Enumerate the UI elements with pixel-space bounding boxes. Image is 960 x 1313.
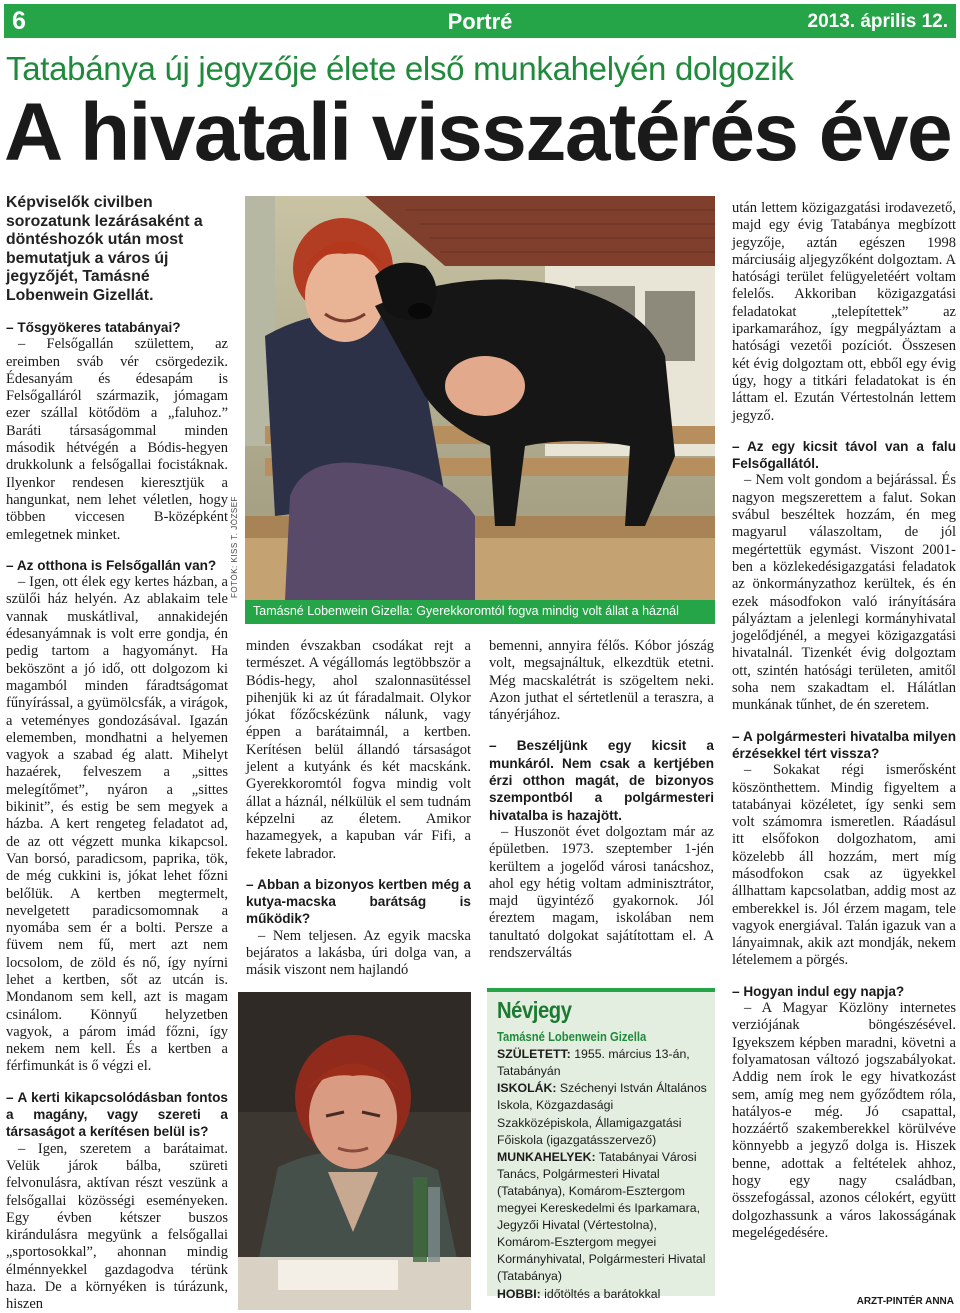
question-7: – A polgármesteri hivatalba milyen érzésekkel tért vissza? — [732, 728, 956, 761]
answer-8: – A Magyar Közlöny internetes verziójának böngészésével. Igyekszem képben maradni, követni a folyamatosan változó jogszabályokat. Addig nem írok le egy hivatkozást sem, amíg meg nem győződtem róla, hatályos-e még. Jó csapattal, hozzáértő szakemberekkel körülvéve könnyebb a jegyző dolga is. Hiszek benne, adottak a feltételek ahhoz, hogy egy nagy családban, összefogással, azonos célokért, együtt dolgozhassunk a város lakosságának megelégedésére. — [732, 1000, 956, 1241]
article-kicker: Tatabánya új jegyzője élete első munkahelyén dolgozik — [6, 50, 794, 87]
question-1: – Tősgyökeres tatabányai? — [6, 320, 181, 335]
article-headline: A hivatali visszatérés éve — [4, 87, 952, 178]
question-8: – Hogyan indul egy napja? — [732, 983, 905, 999]
portrait-with-dog-image — [245, 196, 715, 600]
answer-5: – Huszonöt évet dolgoztam már az épületben. 1973. szeptember 1-jén kerültem a jogelőd városi tanácshoz, ahol egy hétig voltam adminisztrátor, majd ügyintéző gyakornok. Jól éreztem magam, iskolában nem tanultató dolgokat sajátítottam el. A rendszerváltás — [489, 823, 714, 962]
article-lead: Képviselők civilben sorozatunk lezárásaként a döntéshozók után most bemutatjuk a város új jegyzőjét, Tamásné Lobenwein Gizellát. — [6, 194, 203, 304]
question-4: – Abban a bizonyos kertben még a kutya-macska barátság is működik? — [246, 876, 471, 927]
question-5: – Beszéljünk egy kicsit a munkáról. Nem csak a kertjében érzi otthon magát, de bizonyos szempontból a polgármesteri hivatalba is hazajött. — [489, 738, 714, 823]
question-2: – Az otthona is Felsőgallán van? — [6, 557, 217, 573]
section-title: Portré — [447, 9, 513, 34]
jobs-value: Tatabányai Városi Tanács, Polgármesteri Hivatal (Tatabánya), Komárom-Esztergom megyei Kereskedelmi és Iparkamara, Jegyzői Hivatal (Vértestolna), Komárom-Esztergom megyei Kormányhivatal, Polgármesteri Hivatal (Tatabánya) — [497, 1149, 706, 1284]
question-6: – Az egy kicsit távol van a falu Felsőgallától. — [732, 438, 956, 472]
answer-3: – Igen, szeretem a barátaimat. Velük járok bálba, szüreti felvonulásra, aktívan részt veszünk a felsőgallai közösségi eseményeken. Egy évben kétszer buszos kirándulásra megyünk a felsőgallai „sportosokkal”, ahonnan mindig élménnyekkel gazdagodva térünk haza. De a környéken is túrázunk, hiszen — [6, 1140, 228, 1313]
portrait-at-desk-photo — [238, 992, 471, 1310]
schools-label: ISKOLÁK: — [497, 1081, 557, 1096]
answer-5-continued: után lettem közigazgatási irodavezető, majd egy évig Tatabánya megbízott jegyzője, aztán egészen 1998 márciusáig aljegyzőként dolgoztam. A hatósági terület felügyeletéért voltam felelős. Akkoriban közigazgatási feladatokat „telepítettek” az iparkamarához, így megpályáztam a hatósági vezetői pozíciót. Összesen két évig dolgoztam ott, ebből egy évig úgy, hogy a titkári feladatokat is én láttam el. Ezután Vértestolnán lettem jegyző. — [732, 200, 956, 424]
answer-4: – Nem teljesen. Az egyik macska bejáratos a lakásba, úri dolga van, a másik viszont nem hajlandó — [246, 927, 471, 979]
portrait-at-desk-image — [238, 992, 471, 1310]
jobs-label: MUNKAHELYEK: — [497, 1149, 596, 1164]
column-2 — [246, 638, 471, 980]
business-card-name: Tamásné Lobenwein Gizella — [497, 1030, 647, 1045]
schools-entry — [497, 1080, 707, 1148]
business-card-title: Névjegy — [497, 997, 572, 1023]
jobs-entry — [497, 1149, 707, 1286]
business-card-box — [487, 988, 715, 1301]
column-4 — [732, 200, 956, 1242]
photo-credit: FOTÓK: KISS T. JÓZSEF — [230, 496, 239, 598]
answer-4-continued: bemenni, annyira félős. Kóbor jószág volt, megsajnáltuk, elkezdtük etetni. Még macskalétrát is szögeltem neki. Azon juthat el sértetlenül a teraszra, a tányérjához. — [489, 638, 714, 724]
page-number: 6 — [12, 7, 26, 35]
author-signature: ARZT-PINTÉR ANNA — [856, 1296, 954, 1307]
portrait-with-dog-photo — [245, 196, 715, 600]
born-entry — [497, 1046, 707, 1080]
photo-caption: Tamásné Lobenwein Gizella: Gyerekkoromtól fogva mindig volt állat a háznál — [245, 600, 715, 624]
hobby-value: időtöltés a barátokkal — [540, 1286, 661, 1301]
answer-7: – Sokakat régi ismerősként köszönthettem. Mindig figyeltem a tatabányai közéletet, így senki sem volt számomra ismeretlen. Ráadásul itt elsőfokon dolgozhatom, ami közelebb áll hozzám, mert míg másodfokon csak az ügyekkel állhattam kapcsolatban, addig most az emberekkel is. Jól érzem magam, tele vagyok energiával. Talán igazuk van a lányaimnak, akik azt mondják, nekem lételemem a pörgés. — [732, 762, 956, 969]
schools-value: Széchenyi István Általános Iskola, Közgazdasági Szakközépiskola, Államigazgatási Főiskola (igazgatásszervező) — [497, 1081, 707, 1147]
answer-6: – Nem volt gondom a bejárással. És nagyon megszerettem a falut. Sokan svábul beszéltek hozzám, én meg magyarul válaszoltam, de jól megértettük egymást. Viszont 2001-ben a közlekedésigazgatási feladatok az önkormányzathoz kerültek, és én ezek másodfokon való irányítására pályáztam a jelenlegi kormányhivatal jogelődjénél, a megyei közigazgatási hivatalnál. Tizenkét évig dolgoztam ott, szintén hatósági területen, amitől soha nem szakadtam el. Hálátlan munkának tűnhet, de én szeretem. — [732, 472, 956, 714]
answer-1: – Felsőgallán születtem, az ereimben sváb vér csörgedezik. Édesanyám és édesapám is Felsőgalláról származik, jómagam ezer szállal kötődöm a „faluhoz.” Baráti társaságommal minden második hétvégén a Bódis-hegyen drukkolunk a felsőgallai focistáknak. Ilyenkor rendesen kieresztjük a hangunkat, nem lehet véletlen, hogy többen viccesen B-középként emlegetnek minket. — [6, 336, 228, 543]
answer-3-continued: minden évszakban csodákat rejt a természet. A végállomás legtöbbször a Bódis-hegy, ahol szalonnasütéssel pihenjük ki az út fáradalmait. Olykor jókat főzőcskézünk nálunk, vagy éppen a barátaimnál, a kertben. Kerítésen belül állandó társaságot jelent a kutyánk és két macskánk. Gyerekkoromtól fogva mindig volt állat a háznál, nélkülük el sem tudnám képzelni az életem. Amikor hazamegyek, a kapuban vár Fifi, a fekete labrador. — [246, 638, 471, 862]
answer-2: – Igen, ott élek egy kertes házban, a szülői ház helyén. Az ablakaim tele vannak muskátlival, annakidején édesanyámnak is volt erre gondja, én pedig tartom a hagyományt. Ha beköszönt a jó idő, ott dolgozom ki magamból minden fáradtságomat fűnyírással, a gyümölcsfák, a virágok, a veteményes gondozásával. Igazán elememben, mondhatni a helyemen vagyok a szabad ég alatt. Mihelyt hazaérek, felveszem a „sittes melegítőmet”, nyáron a „sittes bikinit”, és estig be sem megyek a házba. A kert rengeteg feladatot ad, de az ott végzett munka kikapcsol. Van borsó, paradicsom, paprika, tök, de még cukkini is, jókat lehet főzni belőlük. A kertben megtermelt, nevelgetett paradicsomomnak a nyomába sem ér a bolti. Persze a füvem nem fű, mert azt nem locsolom, de zöld és nő, így nyírni lehet a kertben, sőt az utcán is. Mondanom sem kell, azt is magam csinálom. Könnyű helyzetben vagyok, a párom imád főzni, így nekem nem kell. És a kertben a férfimunkát is ő végzi el. — [6, 574, 228, 1075]
issue-date: 2013. április 12. — [807, 11, 948, 32]
hobby-entry — [497, 1286, 707, 1303]
column-1 — [6, 194, 228, 1313]
question-3: – A kerti kikapcsolódásban fontos a magány, vagy szereti a társaságot a kerítésen belül is? — [6, 1089, 228, 1140]
page-header-bar — [4, 4, 956, 38]
born-label: SZÜLETETT: — [497, 1047, 571, 1062]
hobby-label: HOBBI: — [497, 1286, 541, 1301]
born-value: 1955. március 13-án, Tatabányán — [497, 1047, 690, 1079]
column-3 — [489, 638, 714, 962]
